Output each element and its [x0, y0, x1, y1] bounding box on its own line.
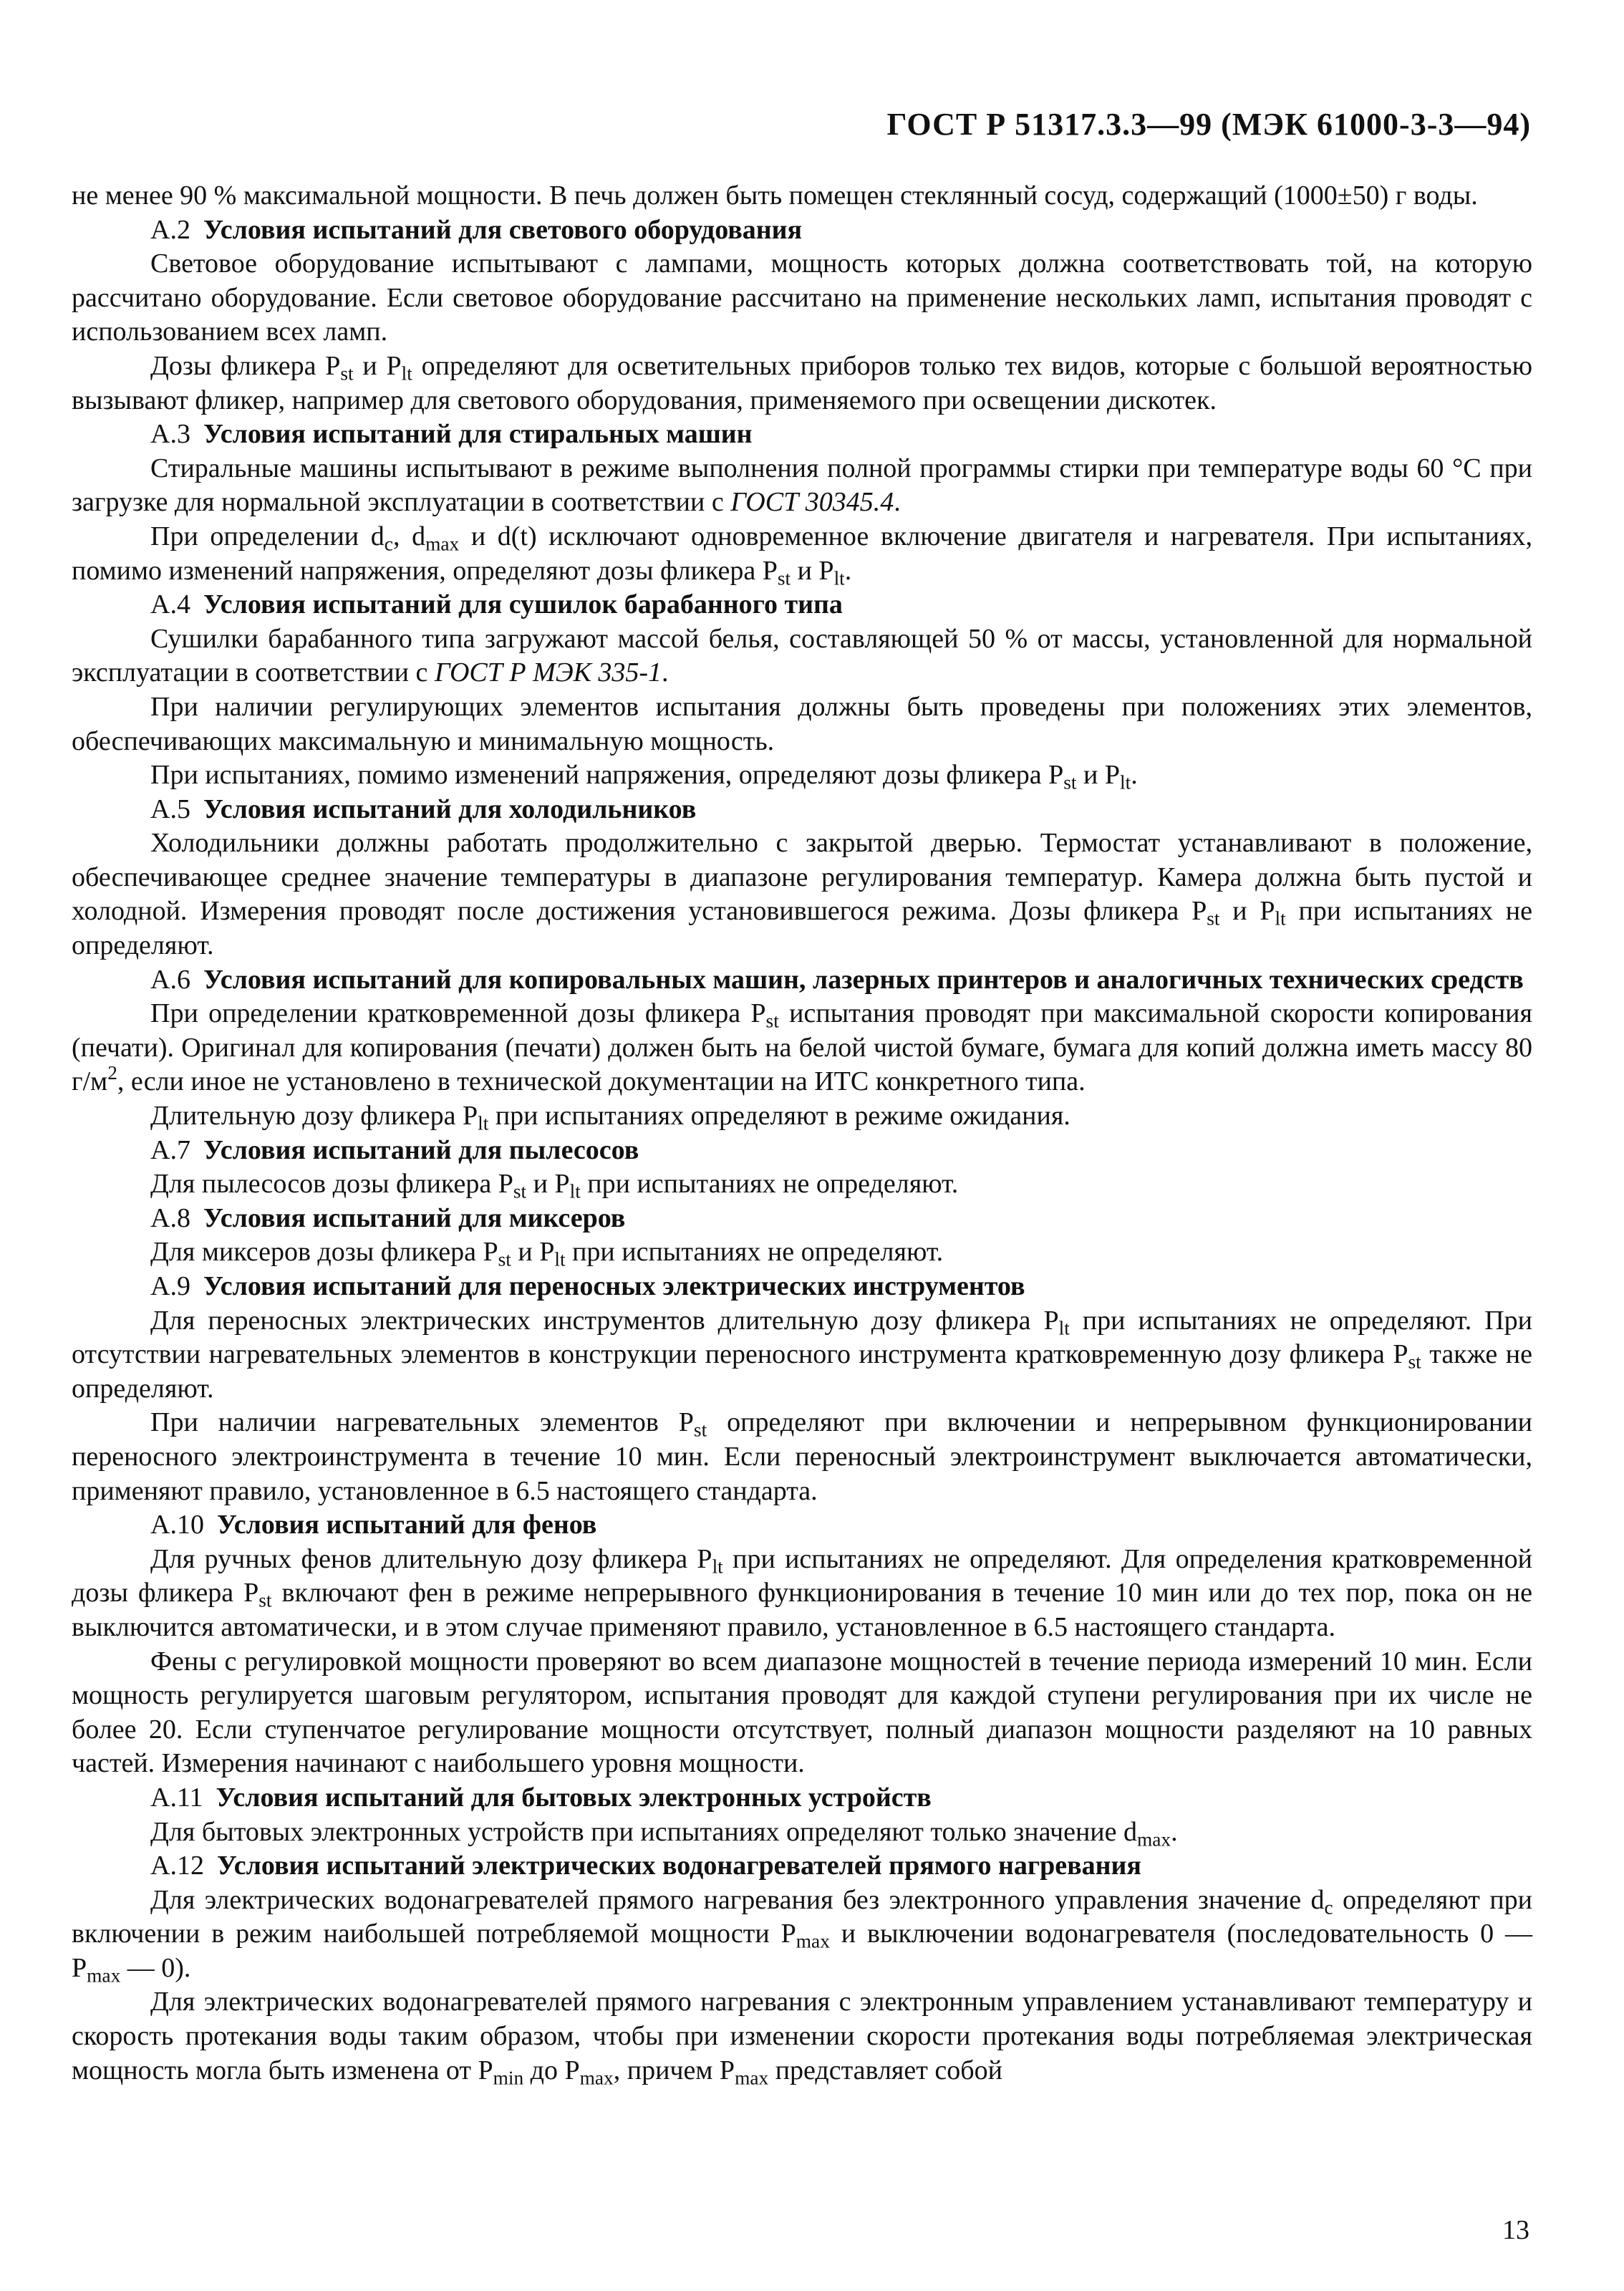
text-run: Для электрических водонагревателей прямого нагревания с электронным управлением устанавливают температуру и скорость протекания воды таким образом, чтобы при изменении скорости протекания воды потребляемая электрическая мощность могла быть изменена от P: [72, 1987, 1532, 2085]
subscript: max: [735, 2067, 769, 2089]
paragraph: [72, 1406, 1532, 1508]
text-run: и P: [526, 1169, 570, 1200]
paragraph: [72, 1543, 1532, 1645]
paragraph: [72, 1985, 1532, 2088]
paragraph: [72, 997, 1532, 1099]
text-run: Для пылесосов дозы фликера P: [150, 1169, 513, 1200]
paragraph: [72, 1884, 1532, 1986]
text-run: и P: [511, 1237, 555, 1268]
section-heading: [72, 1508, 1532, 1543]
text-run: — 0).: [120, 1952, 191, 1983]
subscript: max: [579, 2067, 614, 2089]
section-title: Условия испытаний для сушилок барабанного типа: [203, 589, 843, 620]
text-run: Для электрических водонагревателей прямого нагревания без электронного управления значение d: [150, 1884, 1325, 1915]
section-heading: [72, 793, 1532, 827]
text-run: Длительную дозу фликера P: [150, 1101, 478, 1132]
section-number: А.2: [150, 214, 190, 245]
page-number: 13: [1502, 2215, 1529, 2245]
text-run: определяют для осветительных приборов только тех видов, которые с большой вероятностью вызывают фликер, например для светового оборудования, применяемого при освещении дискотек.: [72, 350, 1532, 415]
paragraph: [72, 826, 1532, 963]
text-run: При определении d: [150, 521, 385, 551]
document-body: [72, 179, 1532, 2088]
subscript: max: [87, 1964, 121, 1987]
text-run: также не определяют.: [72, 1339, 1532, 1404]
subscript: lt: [478, 1112, 489, 1134]
text-run: Световое оборудование испытывают с лампами, мощность которых должна соответствовать той, на которую рассчитано оборудование. Если световое оборудование рассчитано на применение нескольких ламп, испытания проводят с использованием всех ламп.: [72, 249, 1532, 347]
standard-reference: ГОСТ Р МЭК 335-1: [434, 657, 662, 688]
text-run: при испытаниях не определяют.: [72, 896, 1533, 961]
text-run: и P: [1219, 896, 1275, 927]
section-title: Условия испытаний для миксеров: [203, 1202, 626, 1233]
subscript: lt: [1058, 1317, 1070, 1339]
subscript: lt: [569, 1180, 581, 1202]
section-title: Условия испытаний для переносных электрических инструментов: [203, 1271, 1025, 1301]
text-run: и P: [791, 555, 834, 586]
section-number: А.5: [150, 794, 190, 824]
section-title: Условия испытаний для светового оборудования: [203, 214, 803, 245]
text-run: при испытаниях не определяют. Для определения кратковременной дозы фликера P: [72, 1543, 1533, 1608]
section-heading: [72, 213, 1532, 248]
text-run: и P: [1076, 760, 1120, 791]
paragraph: [72, 1235, 1532, 1270]
subscript: st: [1408, 1351, 1421, 1373]
text-run: испытания проводят при максимальной скорости копирования (печати). Оригинал для копирования (печати) должен быть на белой чистой бумаге, бумага для копий должна иметь массу 80 г/м: [72, 998, 1532, 1097]
paragraph: [72, 622, 1532, 690]
subscript: lt: [712, 1556, 723, 1578]
paragraph: [72, 179, 1532, 213]
text-run: Для бытовых электронных устройств при испытаниях определяют только значение d: [150, 1816, 1137, 1847]
text-run: При определении кратковременной дозы фликера P: [150, 998, 766, 1029]
section-title: Условия испытаний для стиральных машин: [203, 419, 753, 450]
section-heading: [72, 1134, 1532, 1168]
subscript: st: [693, 1419, 707, 1442]
subscript: st: [498, 1249, 511, 1271]
subscript: st: [1207, 908, 1220, 930]
section-heading: [72, 1202, 1532, 1236]
paragraph: [72, 1304, 1532, 1407]
subscript: st: [258, 1590, 272, 1611]
text-run: Стиральные машины испытывают в режиме выполнения полной программы стирки при температуре воды 60 °С при загрузке для нормальной эксплуатации в соответствии с: [72, 453, 1532, 518]
text-run: Для ручных фенов длительную дозу фликера P: [150, 1543, 712, 1574]
text-run: при испытаниях не определяют. При отсутствии нагревательных элементов в конструкции переносного инструмента кратковременную дозу фликера P: [72, 1305, 1532, 1370]
text-run: При испытаниях, помимо изменений напряжения, определяют дозы фликера P: [150, 760, 1064, 791]
text-run: до P: [523, 2055, 580, 2085]
text-run: определяют при включении в режим наибольшей потребляемой мощности P: [72, 1884, 1532, 1949]
subscript: lt: [401, 362, 412, 385]
text-run: Холодильники должны работать продолжительно с закрытой дверью. Термостат устанавливают в положение, обеспечивающее среднее значение температуры в диапазоне регулирования температур. Камера должна быть пустой и холодной. Измерения проводят после достижения установившегося режима. Дозы фликера P: [72, 828, 1532, 927]
text-run: , d: [392, 521, 426, 551]
paragraph: [72, 247, 1532, 349]
subscript: st: [513, 1180, 527, 1202]
section-number: А.11: [150, 1782, 203, 1813]
subscript: c: [1324, 1896, 1333, 1919]
section-heading: [72, 418, 1532, 452]
text-run: Для переносных электрических инструментов длительную дозу фликера P: [150, 1305, 1059, 1336]
subscript: st: [765, 1010, 779, 1032]
subscript: max: [1136, 1828, 1171, 1851]
text-run: при испытаниях не определяют.: [565, 1237, 944, 1268]
text-run: представляет собой: [768, 2055, 1002, 2085]
subscript: lt: [833, 567, 845, 589]
paragraph: [72, 1645, 1532, 1781]
text-run: и d(t) исключают одновременное включение двигателя и нагревателя. При испытаниях, помимо изменений напряжения, определяют дозы фликера P: [72, 521, 1532, 586]
text-run: , причем P: [613, 2055, 735, 2085]
paragraph: [72, 1099, 1532, 1134]
section-title: Условия испытаний для пылесосов: [203, 1134, 639, 1165]
superscript: 2: [107, 1062, 117, 1084]
text-run: и выключении водонагревателя (последовательность 0 — P: [72, 1919, 1532, 1983]
subscript: st: [777, 567, 791, 589]
section-title: Условия испытаний для холодильников: [203, 794, 697, 824]
text-run: .: [1171, 1816, 1178, 1847]
text-run: .: [1131, 760, 1138, 791]
text-run: .: [894, 487, 901, 518]
page-header: ГОСТ Р 51317.3.3—99 (МЭК 61000-3-3—94): [886, 107, 1531, 142]
section-heading: [72, 1849, 1532, 1884]
text-run: при испытаниях определяют в режиме ожидания.: [488, 1101, 1070, 1132]
subscript: max: [425, 533, 460, 555]
text-run: При наличии нагревательных элементов P: [150, 1407, 694, 1438]
section-number: А.4: [150, 589, 190, 620]
subscript: lt: [1275, 908, 1286, 930]
text-run: определяют при включении и непрерывном функционировании переносного электроинструмента в течение 10 мин. Если переносный электроинструмент выключается автоматически, применяют правило, установленное в 6.5 настоящего стандарта.: [72, 1407, 1533, 1506]
section-title: Условия испытаний для бытовых электронных устройств: [216, 1782, 932, 1813]
subscript: max: [796, 1930, 830, 1952]
text-run: .: [844, 555, 852, 586]
paragraph: [72, 520, 1532, 588]
text-run: и P: [353, 350, 402, 381]
subscript: lt: [554, 1249, 566, 1271]
section-number: А.7: [150, 1134, 190, 1165]
paragraph: [72, 690, 1532, 758]
subscript: c: [384, 533, 393, 555]
text-run: Фены с регулировкой мощности проверяют во всем диапазоне мощностей в течение периода измерений 10 мин. Если мощность регулируется шаговым регулятором, испытания проводят для каждой ступени регулирования при их числе не более 20. Если ступенчатое регулирование мощности отсутствует, полный диапазон мощности разделяют на 10 равных частей. Измерения начинают с наибольшего уровня мощности.: [72, 1646, 1532, 1779]
section-title: Условия испытаний электрических водонагревателей прямого нагревания: [216, 1851, 1141, 1881]
section-heading: [72, 1781, 1532, 1815]
text-run: При наличии регулирующих элементов испытания должны быть проведены при положениях этих элементов, обеспечивающих максимальную и минимальную мощность.: [72, 691, 1532, 756]
standard-reference: ГОСТ 30345.4: [730, 487, 894, 518]
text-run: при испытаниях не определяют.: [580, 1169, 959, 1200]
paragraph: [72, 452, 1532, 520]
section-heading: [72, 588, 1532, 622]
paragraph: [72, 349, 1532, 418]
paragraph: [72, 1167, 1532, 1202]
section-heading: [72, 1270, 1532, 1304]
text-run: , если иное не установлено в технической документации на ИТС конкретного типа.: [117, 1066, 1086, 1097]
subscript: st: [340, 362, 354, 385]
subscript: min: [493, 2067, 524, 2089]
section-title: Условия испытаний для копировальных машин, лазерных принтеров и аналогичных технических средств: [203, 964, 1524, 995]
section-number: А.12: [150, 1851, 204, 1881]
section-heading: [72, 963, 1532, 998]
paragraph: [72, 758, 1532, 793]
paragraph: [72, 1815, 1532, 1850]
text-run: Для миксеров дозы фликера P: [150, 1237, 498, 1268]
subscript: lt: [1120, 771, 1131, 794]
text-run: включают фен в режиме непрерывного функционирования в течение 10 мин или до тех пор, пока он не выключится автоматически, и в этом случае применяют правило, установленное в 6.5 настоящего стандарта.: [72, 1578, 1533, 1642]
section-number: А.3: [150, 419, 190, 450]
section-number: А.10: [150, 1510, 204, 1540]
text-run: Дозы фликера P: [150, 350, 341, 381]
section-number: А.6: [150, 964, 190, 995]
subscript: st: [1063, 771, 1077, 794]
section-title: Условия испытаний для фенов: [216, 1510, 597, 1540]
section-number: А.8: [150, 1202, 190, 1233]
text-run: не менее 90 % максимальной мощности. В печь должен быть помещен стеклянный сосуд, содержащий (1000±50) г воды.: [72, 180, 1478, 211]
text-run: .: [662, 657, 669, 688]
section-number: А.9: [150, 1271, 190, 1301]
text-run: Сушилки барабанного типа загружают массой белья, составляющей 50 % от массы, установленной для нормальной эксплуатации в соответствии с: [72, 623, 1532, 688]
